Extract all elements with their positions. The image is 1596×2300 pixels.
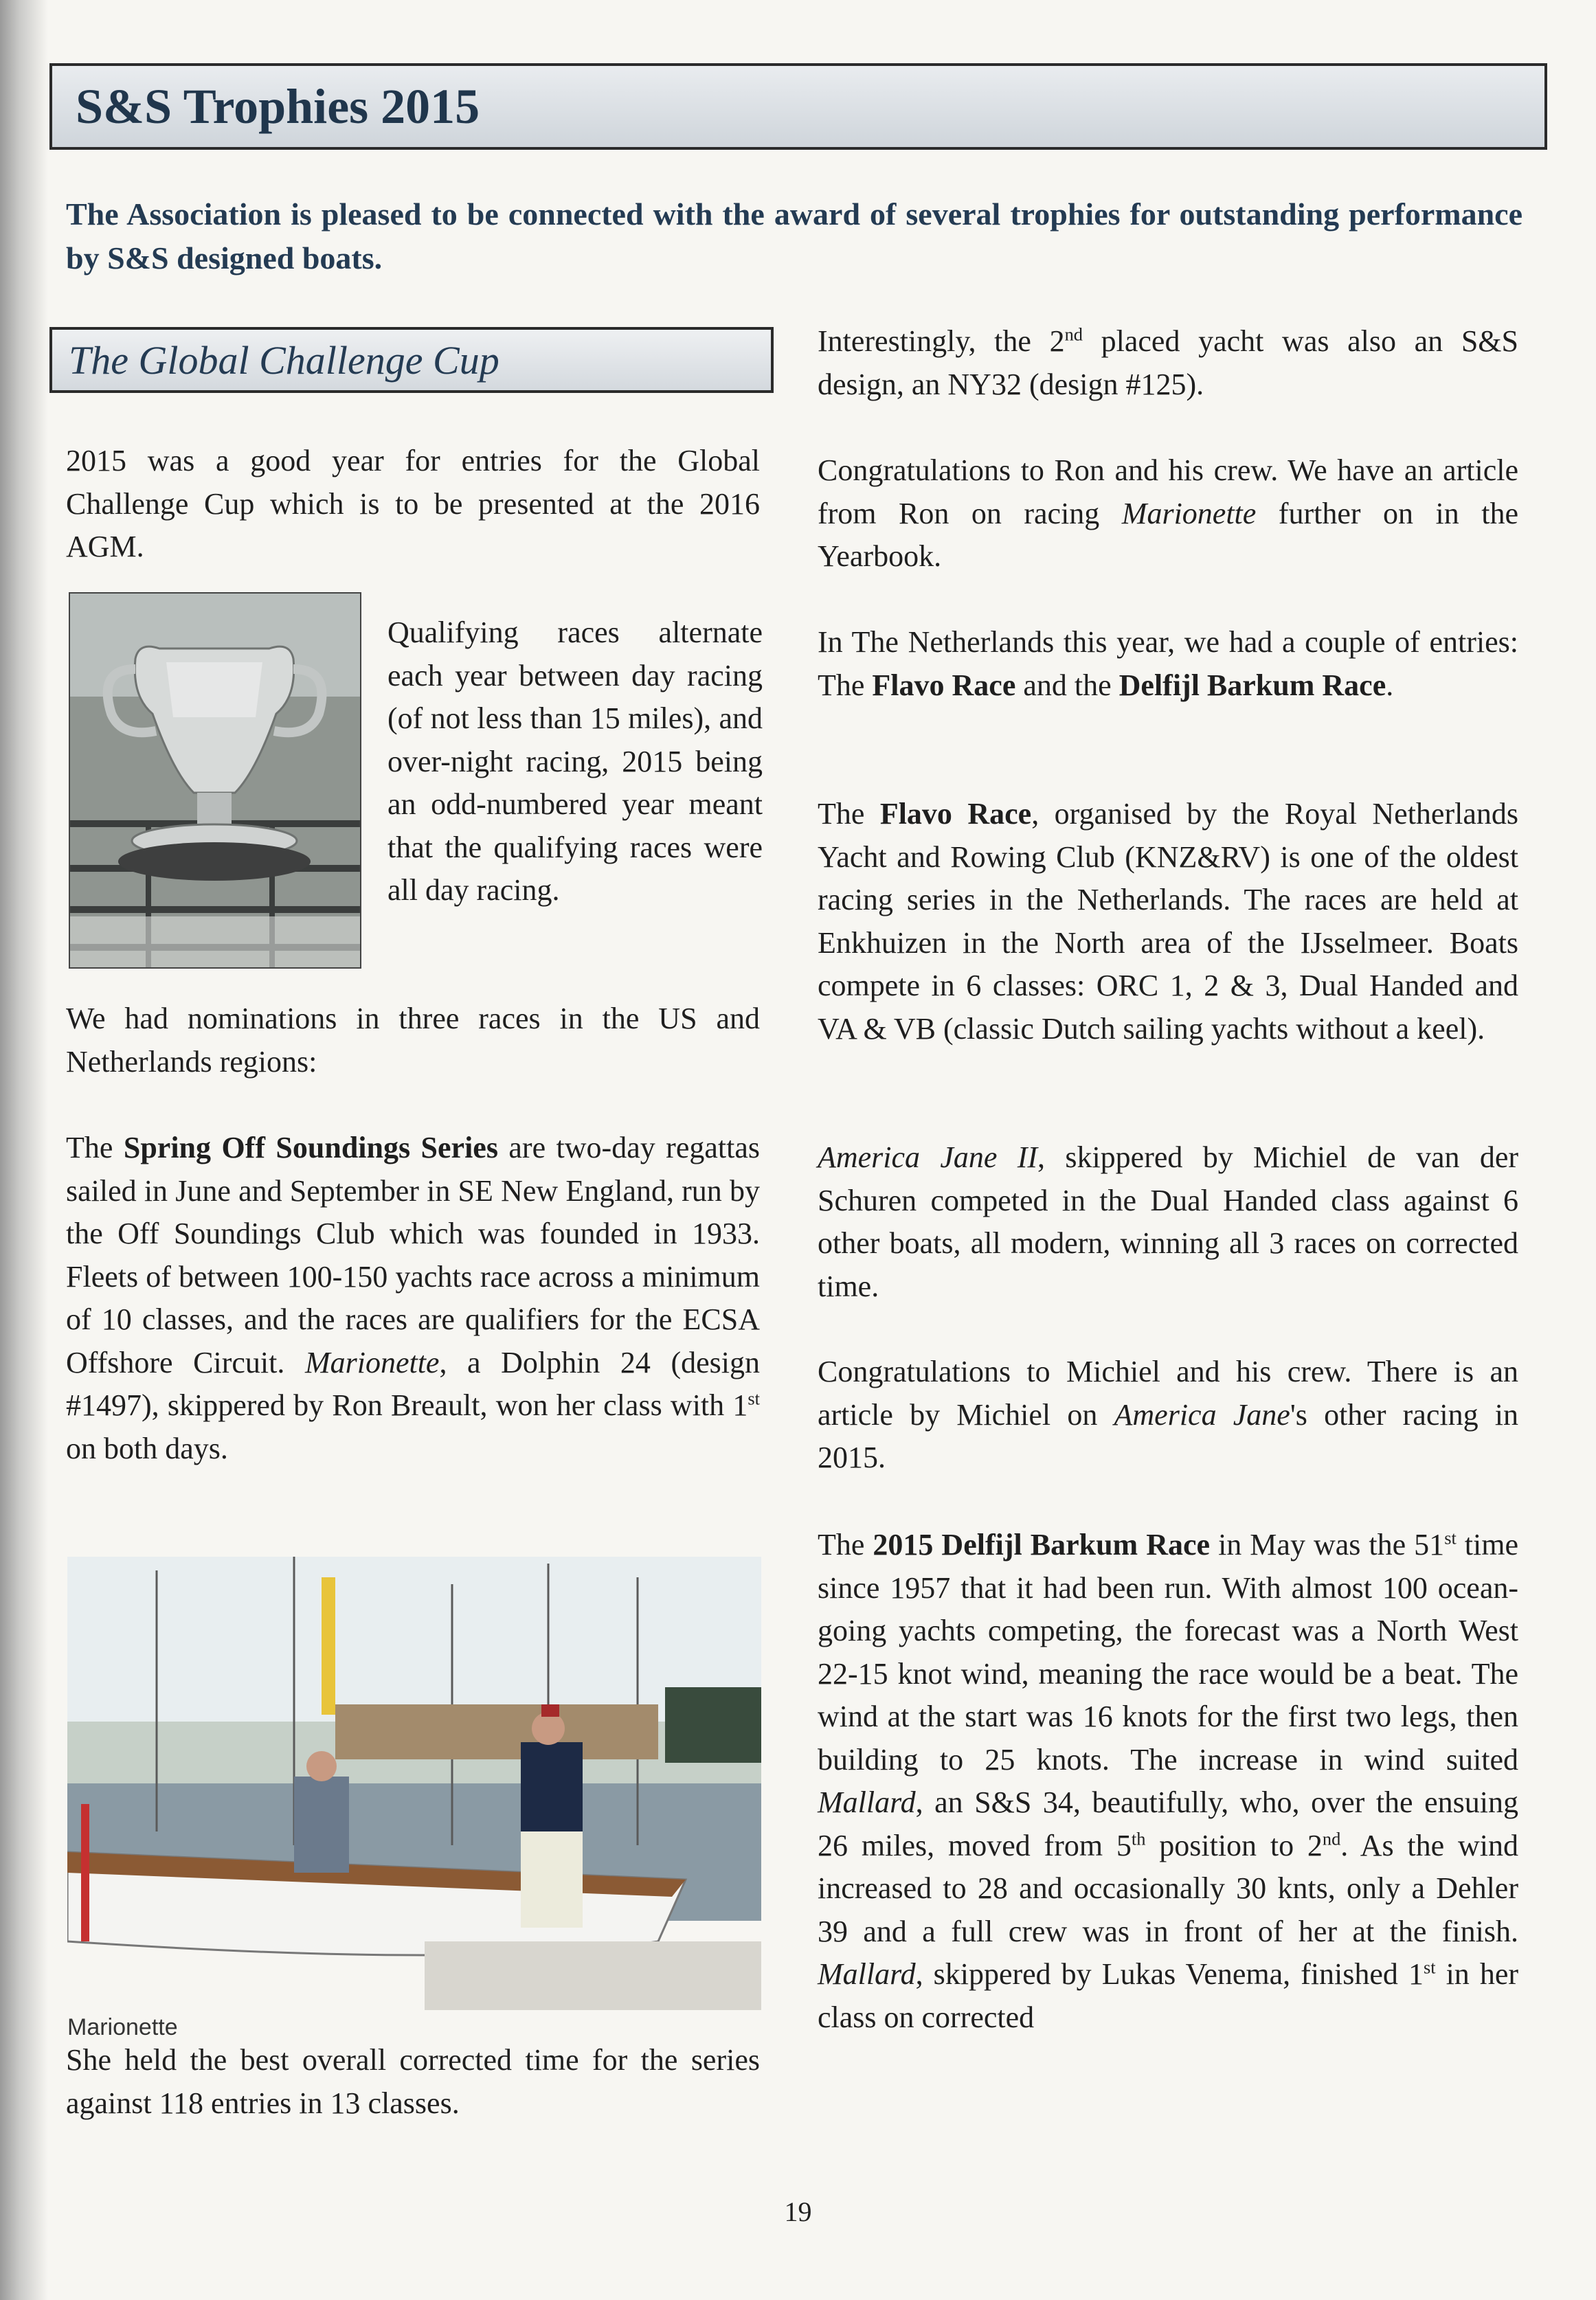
right-paragraph-4: The Flavo Race, organised by the Royal Netherlands Yacht and Rowing Club (KNZ&RV) is one of the oldest racing series in the Netherlands. The races are held at Enkhuizen in the North area of the IJsselmeer. Boats compete in 6 classes: ORC 1, 2 & 3, Dual Handed and VA & VB (classic Dutch sailing yachts without a keel). [818,797,1518,1046]
right-paragraph-1: Interestingly, the 2nd placed yacht was also an S&S design, an NY32 (design #125). [818,324,1518,401]
right-paragraph-5: America Jane II, skippered by Michiel de van der Schuren competed in the Dual Handed class against 6 other boats, all modern, winning all 3 races on corrected time. [818,1140,1519,1303]
section-title-bar [49,327,774,393]
intro-paragraph: The Association is pleased to be connected with the award of several trophies for outstanding performance by S&S designed boats. [66,196,1522,275]
right-paragraph-2: Congratulations to Ron and his crew. We have an article from Ron on racing Marionette further on in the Yearbook. [818,453,1518,573]
page-title: S&S Trophies 2015 [76,78,480,134]
right-paragraph-3: In The Netherlands this year, we had a couple of entries: The Flavo Race and the Delfijl Barkum Race. [818,625,1518,702]
right-paragraph-7: The 2015 Delfijl Barkum Race in May was the 51st time since 1957 that it had been run. With almost 100 ocean-going yachts competing, the forecast was a North West 22-15 knot wind, meaning the race would be a beat. The wind at the start was 16 knots for the first two legs, then building to 25 knots. The increase in wind suited Mallard, an S&S 34, beautifully, who, over the ensuing 26 miles, moved from 5th position to 2nd. As the wind increased to 28 and occasionally 30 knts, only a Dehler 39 and a full crew was in front of her at the finish. Mallard, skippered by Lukas Venema, finished 1st in her class on corrected [818,1527,1519,2034]
left-paragraph-1: 2015 was a good year for entries for the Global Challenge Cup which is to be presented at the 2016 AGM. [66,444,760,563]
trophy-photo [69,592,361,969]
page-number: 19 [784,2196,812,2227]
page-binding-shadow [0,0,48,2300]
left-paragraph-2: Qualifying races alternate each year between day racing (of not less than 15 miles), and over-night racing, 2015 being an odd-numbered year meant that the qualifying races were all day racing. [387,616,763,907]
right-paragraph-6: Congratulations to Michiel and his crew. There is an article by Michiel on America Jane's other racing in 2015. [818,1355,1518,1474]
section-title: The Global Challenge Cup [69,337,499,383]
page-title-bar [49,63,1547,150]
yacht-photo-caption: Marionette [67,2014,178,2040]
left-paragraph-4: The Spring Off Soundings Series are two-day regattas sailed in June and September in SE New England, run by the Off Soundings Club which was founded in 1933. Fleets of between 100-150 yachts race across a minimum of 10 classes, and the races are qualifiers for the ECSA Offshore Circuit. Marionette, a Dolphin 24 (design #1497), skippered by Ron Breault, won her class with 1st on both days. [66,1131,760,1465]
left-paragraph-5: She held the best overall corrected time for the series against 118 entries in 13 classes. [66,2043,760,2120]
left-paragraph-3: We had nominations in three races in the US and Netherlands regions: [66,1002,760,1079]
yacht-photo [67,1557,761,2010]
